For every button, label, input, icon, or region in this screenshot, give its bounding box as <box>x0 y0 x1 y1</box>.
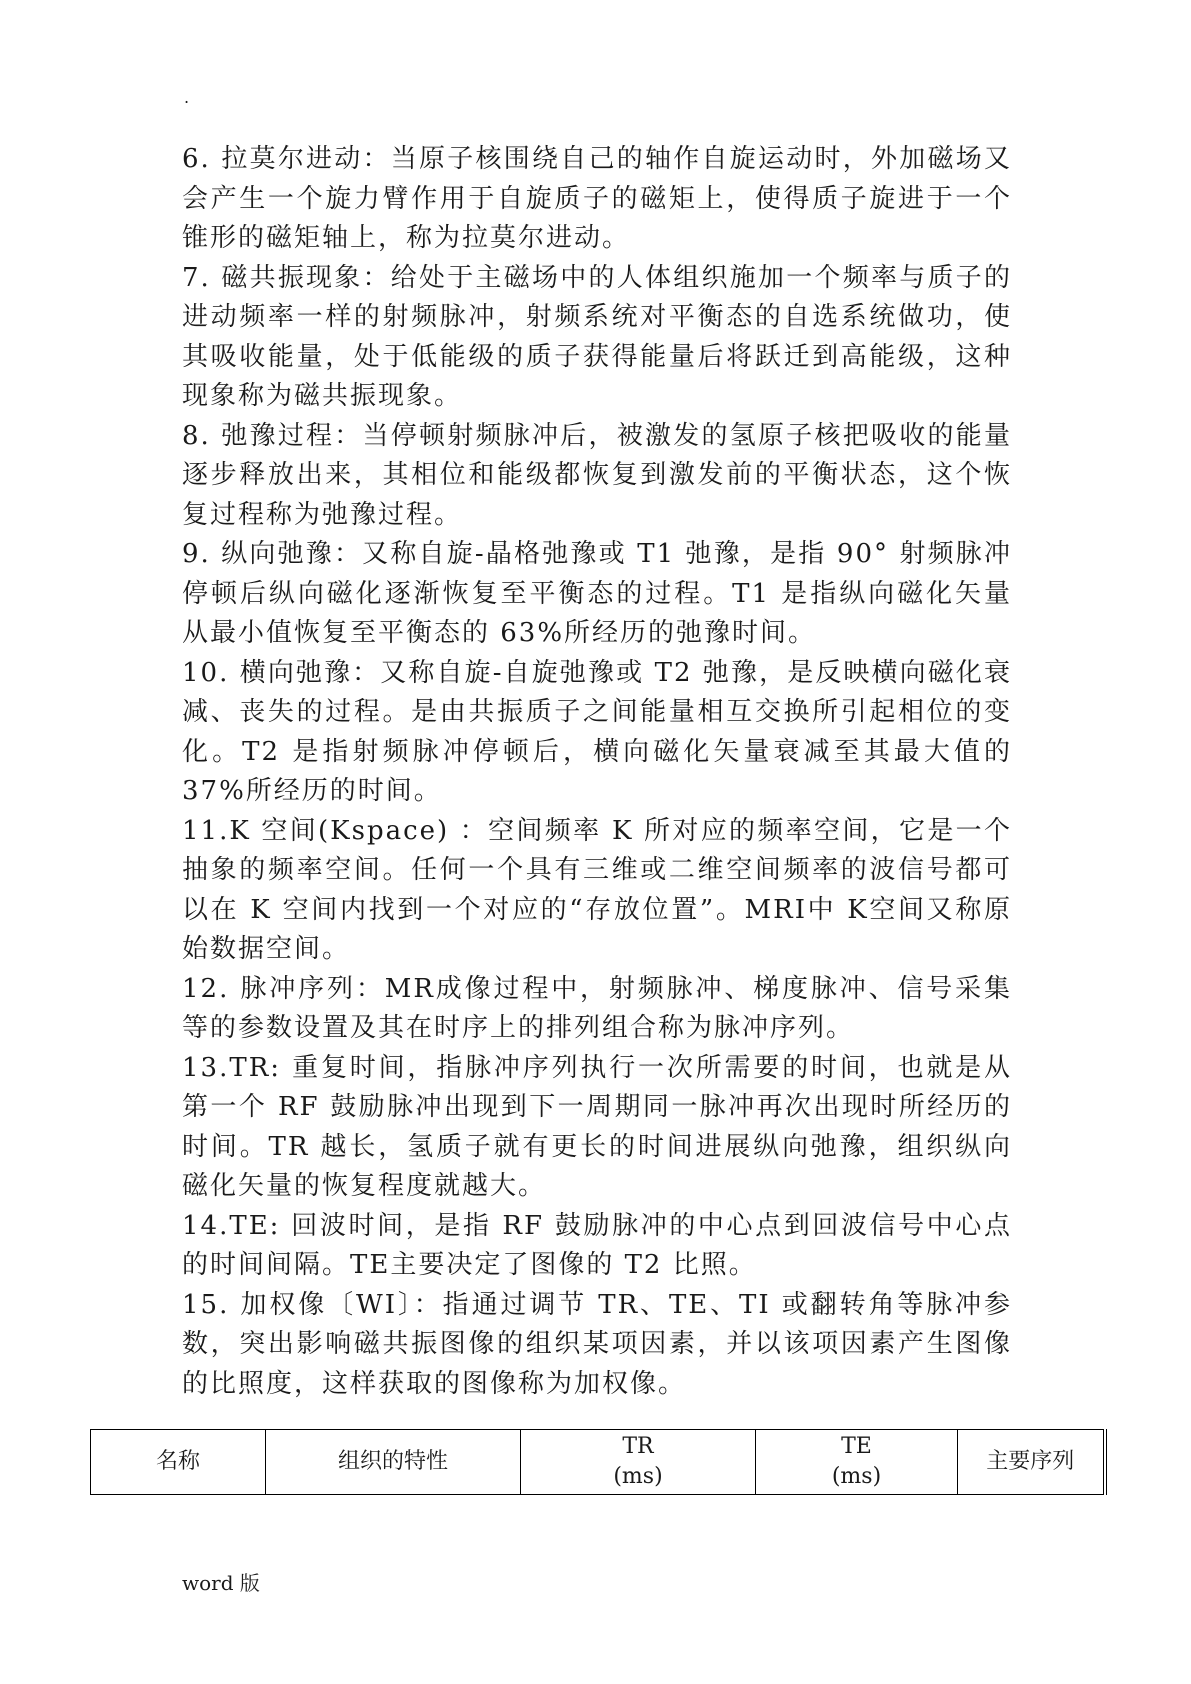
paragraph-weighted-image: 15. 加权像〔WI〕：指通过调节 TR、TE、TI 或翻转角等脉冲参数，突出影响磁共振图像的组织某项因素，并以该项因素产生图像的比照度，这样获取的图像称为加权像。 <box>182 1289 1012 1399</box>
footer-text: word 版 <box>182 1571 260 1595</box>
paragraph-relaxation: 8. 弛豫过程：当停顿射频脉冲后，被激发的氢原子核把吸收的能量逐步释放出来，其相位和能级都恢复到激发前的平衡状态，这个恢复过程称为弛豫过程。 <box>182 420 1012 530</box>
paragraph-te: 14.TE: 回波时间，是指 RF 鼓励脉冲的中心点到回波信号中心点的时间间隔。TE主要决定了图像的 T2 比照。 <box>182 1210 1012 1280</box>
paragraph-kspace: 11.K 空间(Kspace) ：空间频率 K 所对应的频率空间，它是一个抽象的频率空间。任何一个具有三维或二维空间频率的波信号都可以在 K 空间内找到一个对应的“存放位置”。MRI中 K空间又称原始数据空间。 <box>182 815 1012 964</box>
header-te-label: TE <box>841 1434 872 1459</box>
header-sequence: 主要序列 <box>958 1430 1105 1495</box>
header-tr <box>521 1430 756 1495</box>
header-property: 组织的特性 <box>266 1430 521 1495</box>
header-name: 名称 <box>91 1430 266 1495</box>
paragraph-larmor: 6. 拉莫尔进动：当原子核围绕自己的轴作自旋运动时，外加磁场又会产生一个旋力臂作用于自旋质子的磁矩上，使得质子旋进于一个锥形的磁矩轴上，称为拉莫尔进动。 <box>182 144 1012 253</box>
header-te-unit: (ms) <box>831 1464 882 1489</box>
parameter-table <box>90 1429 1107 1495</box>
header-tr-unit: (ms) <box>613 1464 663 1489</box>
header-dot: . <box>184 88 190 107</box>
paragraph-t2: 10. 横向弛豫：又称自旋-自旋弛豫或 T2 弛豫，是反映横向磁化衰减、丧失的过程。是由共振质子之间能量相互交换所引起相位的变化。T2 是指射频脉冲停顿后，横向磁化矢量衰减至其最大值的 37%所经历的时间。 <box>182 657 1012 806</box>
paragraph-resonance: 7. 磁共振现象：给处于主磁场中的人体组织施加一个频率与质子的进动频率一样的射频脉冲，射频系统对平衡态的自选系统做功，使其吸收能量，处于低能级的质子获得能量后将跃迁到高能级，这种现象称为磁共振现象。 <box>182 262 1012 411</box>
paragraph-pulse-sequence: 12. 脉冲序列：MR成像过程中，射频脉冲、梯度脉冲、信号采集等的参数设置及其在时序上的排列组合称为脉冲序列。 <box>182 973 1012 1043</box>
header-tr-label: TR <box>622 1434 654 1459</box>
paragraph-t1: 9. 纵向弛豫：又称自旋-晶格弛豫或 T1 弛豫，是指 90° 射频脉冲停顿后纵向磁化逐渐恢复至平衡态的过程。T1 是指纵向磁化矢量从最小值恢复至平衡态的 63%所经历的弛豫时间。 <box>182 539 1012 648</box>
paragraph-tr: 13.TR: 重复时间，指脉冲序列执行一次所需要的时间，也就是从第一个 RF 鼓励脉冲出现到下一周期同一脉冲再次出现时所经历的时间。TR 越长，氢质子就有更长的时间进展纵向弛豫，组织纵向磁化矢量的恢复程度就越大。 <box>182 1052 1012 1201</box>
table-header-row <box>91 1430 1105 1495</box>
document-body <box>182 140 1012 1404</box>
header-te <box>756 1430 958 1495</box>
